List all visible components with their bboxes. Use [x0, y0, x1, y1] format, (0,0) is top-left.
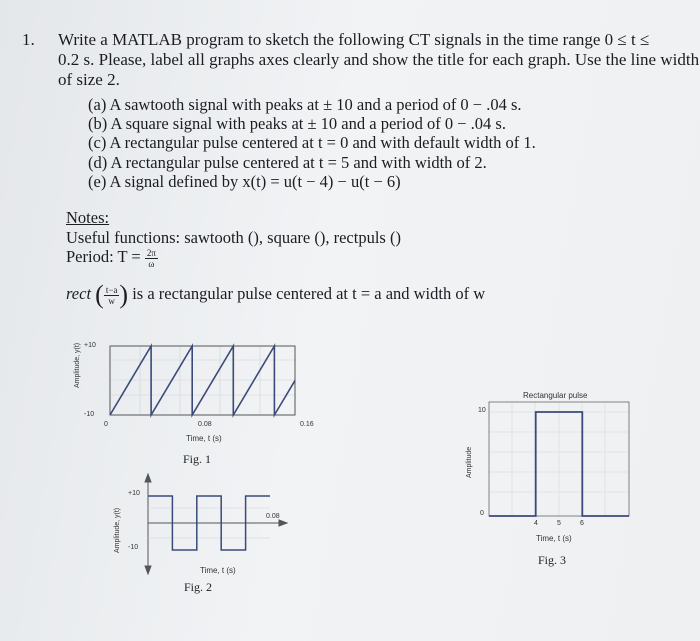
fig2-xtick: 0.08 — [266, 513, 280, 520]
rect-denominator: w — [108, 295, 115, 306]
notes-functions: Useful functions: sawtooth (), square (), rectpuls () — [66, 228, 401, 247]
fig1-caption: Fig. 1 — [183, 452, 212, 466]
fig3-ytick-zero: 0 — [480, 510, 484, 517]
fig3-grid — [489, 402, 629, 516]
period-denominator: ω — [148, 258, 155, 269]
question-number: 1. — [22, 30, 35, 49]
fig2-caption: Fig. 2 — [184, 580, 213, 594]
fig1-ytick-top: +10 — [84, 342, 96, 349]
fig3-ylabel: Amplitude — [466, 446, 473, 478]
fig1-ytick-bottom: -10 — [84, 411, 95, 418]
item-c: (c) A rectangular pulse centered at t = 0 and with default width of 1. — [88, 133, 536, 152]
period-label: Period: T = — [66, 247, 145, 266]
fig1-xtick-end: 0.16 — [300, 421, 314, 428]
fig2-xlabel: Time, t (s) — [200, 566, 236, 575]
fig2-ytick-top: +10 — [128, 490, 140, 497]
rect-numerator: t−a — [105, 284, 118, 295]
item-a: (a) A sawtooth signal with peaks at ± 10 and a period of 0 − .04 s. — [88, 95, 522, 114]
fig3-xlabel: Time, t (s) — [536, 534, 572, 543]
fig2-ytick-bottom: -10 — [128, 544, 139, 551]
fig3-xtick-5: 5 — [557, 520, 561, 527]
rect-description: is a rectangular pulse centered at t = a and width of w — [128, 283, 486, 303]
notes-rect: rect ( $\frac{t-a}{w}$ ) is a rectangular pulse centered at t = a and width of w — [66, 280, 486, 309]
question-line-1: Write a MATLAB program to sketch the following CT signals in the time range 0 ≤ t ≤ — [58, 30, 650, 49]
fig3-ytick-top: 10 — [478, 407, 486, 414]
fig1-xlabel: Time, t (s) — [186, 434, 222, 443]
item-d: (d) A rectangular pulse centered at t = 5 and with width of 2. — [88, 153, 487, 172]
question-line-3: of size 2. — [58, 70, 120, 89]
period-numerator: 2π — [146, 247, 156, 258]
fig3-xtick-4: 4 — [534, 520, 538, 527]
question-line-2: 0.2 s. Please, label all graphs axes clearly and show the title for each graph. Use the line width — [58, 50, 700, 69]
fig1-ylabel: Amplitude, y(t) — [74, 342, 81, 388]
fig2-ylabel: Amplitude, y(t) — [114, 507, 121, 553]
item-e: (e) A signal defined by x(t) = u(t − 4) − u(t − 6) — [88, 172, 401, 191]
rect-label: rect — [66, 283, 96, 303]
fig3-caption: Fig. 3 — [538, 553, 567, 567]
fig1-xtick-0: 0 — [104, 421, 108, 428]
notes-heading: Notes: — [66, 208, 110, 227]
item-b: (b) A square signal with peaks at ± 10 and a period of 0 − .04 s. — [88, 114, 506, 133]
fig3-title: Rectangular pulse — [523, 391, 588, 400]
fig1-xtick-mid: 0.08 — [198, 421, 212, 428]
fig3-xtick-6: 6 — [580, 520, 584, 527]
